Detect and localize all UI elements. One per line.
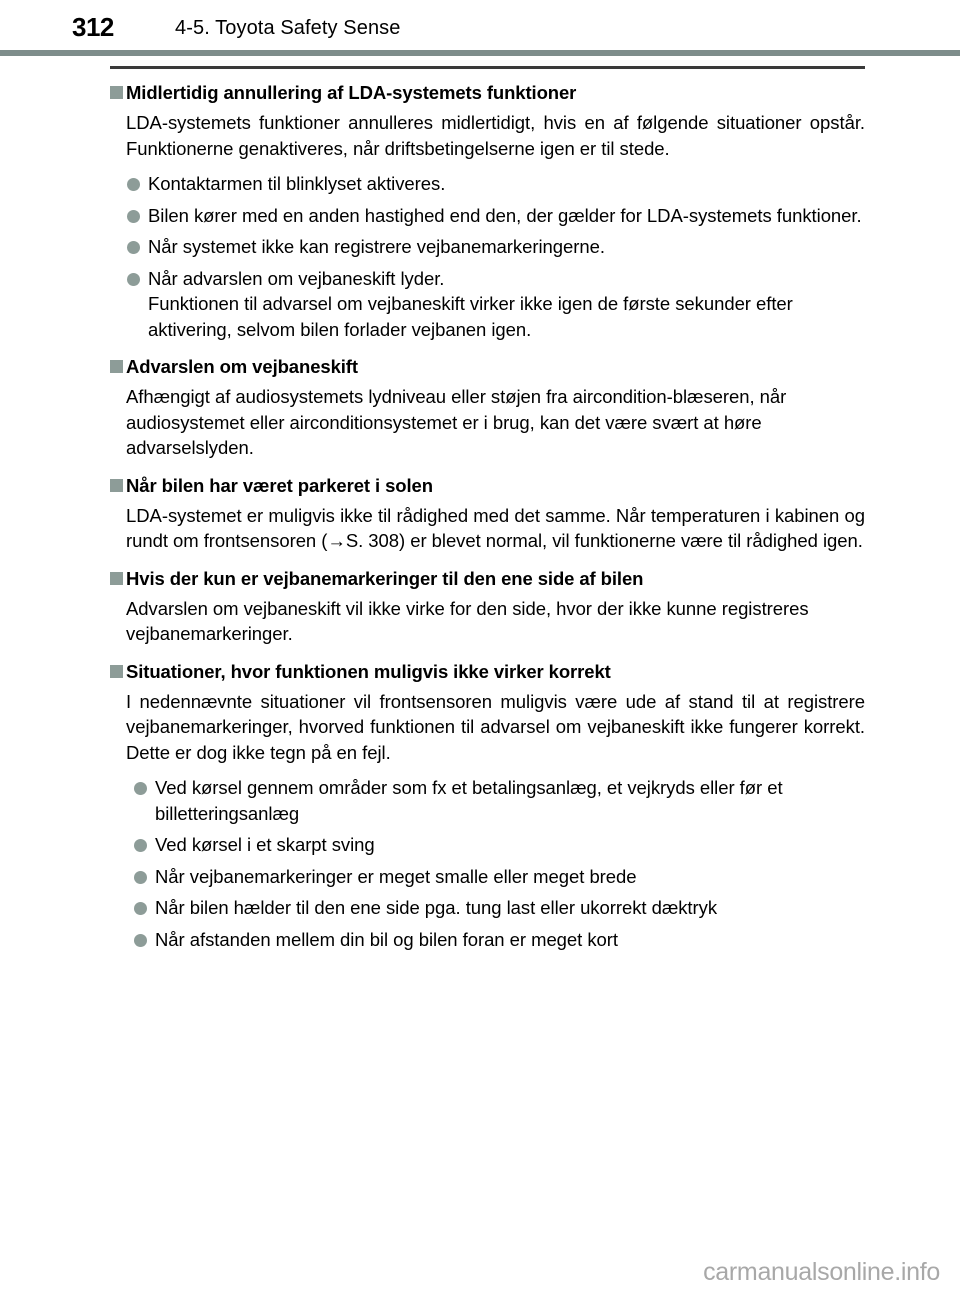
list-item-text: Ved kørsel i et skarpt sving [155,834,375,855]
list-item-subtext: Funktionen til advarsel om vejbaneskift virker ikke igen de første sekunder efter aktivering, selvom bilen forlader vejbanen igen. [148,293,793,340]
round-bullet-icon [127,241,140,254]
list-item [110,832,865,858]
list-item-text: Når systemet ikke kan registrere vejbanemarkeringerne. [148,236,605,257]
bullet-list [110,775,865,952]
chapter-title: 4-5. Toyota Safety Sense [175,17,401,39]
spacer [110,647,865,660]
spacer [110,765,865,775]
round-bullet-icon [134,902,147,915]
list-item [110,266,865,343]
section-heading-text: Advarslen om vejbaneskift [126,356,358,377]
watermark-text: carmanualsonline.info [703,1258,940,1286]
section-heading [110,81,865,105]
section-heading-text: Situationer, hvor funktionen muligvis ikke virker korrekt [126,660,611,682]
round-bullet-icon [134,934,147,947]
list-item [110,234,865,260]
content-top-divider [110,66,865,69]
section-paragraph: Advarslen om vejbaneskift vil ikke virke for den side, hvor der ikke kunne registreres vejbanemarkeringer. [126,597,809,644]
section-advarslen-om-vejbaneskift [110,355,865,461]
round-bullet-icon [127,210,140,223]
section-midlertidig-annullering [110,81,865,342]
round-bullet-icon [134,782,147,795]
list-item-text: Når advarslen om vejbaneskift lyder. [148,267,445,289]
section-heading [110,567,865,591]
square-marker-icon [110,665,123,678]
page-header [0,0,960,52]
spacer [110,161,865,171]
list-item-text: Kontaktarmen til blinklyset aktiveres. [148,173,446,194]
list-item-text: Bilen kører med en anden hastighed end den, der gælder for LDA-systemets funktioner. [148,204,862,226]
spacer [110,461,865,474]
list-item-text: Når bilen hælder til den ene side pga. tung last eller ukorrekt dæktryk [155,897,718,918]
square-marker-icon [110,572,123,585]
spacer [110,342,865,355]
list-item [110,203,865,229]
square-marker-icon [110,479,123,492]
section-heading [110,355,865,379]
list-item-text: Ved kørsel gennem områder som fx et betalingsanlæg, et vejkryds eller før et billetteringsanlæg [155,777,783,824]
round-bullet-icon [134,839,147,852]
list-item-text: Når vejbanemarkeringer er meget smalle eller meget brede [155,865,637,887]
round-bullet-icon [127,273,140,286]
spacer [110,554,865,567]
square-marker-icon [110,86,123,99]
section-paragraph: I nedennævnte situationer vil frontsensoren muligvis være ude af stand til at registrere vejbanemarkeringer, hvorved funktionen til advarsel om vejbaneskift ikke fungerer korrekt. Dette er dog ikke tegn på en fejl. [126,690,865,763]
section-naar-bilen-parkeret-i-solen [110,474,865,554]
list-item [110,895,865,921]
round-bullet-icon [127,178,140,191]
round-bullet-icon [134,871,147,884]
list-item [110,864,865,890]
section-heading-text: Midlertidig annullering af LDA-systemets funktioner [126,82,577,103]
list-item [110,927,865,953]
section-paragraph: LDA-systemet er muligvis ikke til rådighed med det samme. Når temperaturen i kabinen og rundt om frontsensoren (→S. 308) er blevet normal, vil funktionerne være til rådighed igen. [126,504,865,551]
square-marker-icon [110,360,123,373]
section-heading-text: Når bilen har været parkeret i solen [126,474,433,496]
page-number: 312 [72,12,114,42]
section-heading [110,660,865,684]
section-paragraph: LDA-systemets funktioner annulleres midlertidigt, hvis en af følgende situationer opstår. Funktionerne genaktiveres, når driftsbetingelserne igen er til stede. [126,112,865,159]
list-item [110,171,865,197]
header-rule-divider [0,50,960,56]
section-heading [110,474,865,498]
page-content [110,66,865,952]
section-paragraph: Afhængigt af audiosystemets lydniveau eller støjen fra aircondition-blæseren, når audiosystemet eller airconditionsystemet er i brug, kan det være svært at høre advarselslyden. [126,386,787,458]
section-vejbanemarkeringer-ene-side [110,567,865,647]
bullet-list [110,171,865,342]
list-item-text: Når afstanden mellem din bil og bilen foran er meget kort [155,928,618,950]
list-item [110,775,865,826]
section-situationer-ikke-korrekt [110,660,865,953]
section-heading-text: Hvis der kun er vejbanemarkeringer til den ene side af bilen [126,567,644,589]
